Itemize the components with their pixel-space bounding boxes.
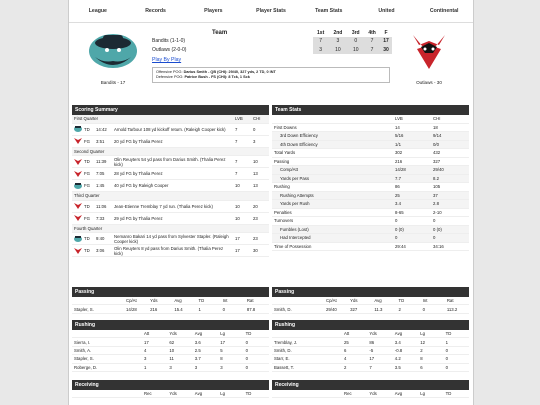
stat-cell: 6 [342,347,367,355]
play-type: FG [84,138,90,144]
passing-left-panel [72,287,269,314]
stat-chi: 34:16 [433,243,444,249]
stat-cell: 29/40 [324,305,348,313]
team-stat-row [272,209,469,218]
pog-def-text[interactable]: Patrice Bush - FS (CHI): 8 Tck, 1 Sck [184,74,250,79]
rushing-col-header: Att [142,330,167,338]
play-time: 3:06 [96,248,105,253]
play-type: TD [84,248,90,253]
receiving-col-header: Lg [218,390,243,398]
bandits-icon [74,236,82,242]
passing-col-header: Yds [348,297,372,305]
team-stat-row [272,158,469,167]
outlaws-icon [74,203,82,209]
stat-chi: 0 [433,218,436,224]
play-type: TD [84,236,90,241]
team-stats-header [272,115,469,124]
rushing-col-header: Lg [418,330,443,338]
receiving-col-header: Lg [418,390,443,398]
receiving-right-panel [272,380,469,398]
stat-label: Had Intercepted [280,235,311,241]
outlaws-icon [74,215,82,221]
score-chi: 13 [253,183,258,188]
play-time: 1:45 [96,183,105,188]
outlaws-icon [74,248,82,254]
stat-cell: 3 [218,364,243,372]
sb-team-name[interactable]: Outlaws (2-0-0) [152,46,187,53]
bandits-icon [74,126,82,132]
stat-cell: 86 [367,338,392,346]
passing-col-header: Rat [245,297,269,305]
player-name[interactable]: Smith, A. [72,347,142,355]
sb-h-4th: 4th [368,30,376,36]
scoring-play [72,168,269,180]
stat-label: Yards per Rush [280,201,310,207]
stat-cell: 3.7 [193,355,218,363]
stat-cell: 2.5 [193,347,218,355]
team-stat-row [272,217,469,226]
quarter-label: Third Quarter [74,193,100,199]
stat-label: Yards per Pass [280,175,310,181]
stat-cell: 6 [418,364,443,372]
passing-title: Passing [72,287,269,297]
col-chi: CHI [253,116,261,122]
outlaws-icon [74,138,82,144]
stat-label: Penalties [274,209,292,215]
stat-cell: 1 [142,364,167,372]
team-stat-row [272,192,469,201]
outlaws-icon [74,159,82,165]
stat-cell: 12 [418,338,443,346]
player-name[interactable]: Bassett, T. [272,364,342,372]
receiving-title: Receiving [72,380,269,390]
score-lvb: 7 [235,126,238,132]
sb-h-3rd: 3rd [351,30,360,36]
team-stat-row [272,124,469,133]
stat-cell: 0 [221,305,245,313]
stat-lvb: 5/16 [395,133,404,139]
receiving-col-header: Yds [167,390,192,398]
sb-q4: 7 [364,45,380,53]
stat-cell: 2 [342,364,367,372]
bandits-icon [74,183,82,189]
receiving-left-panel [72,380,269,398]
stat-cell: 3 [167,364,192,372]
stat-chi: 8.2 [433,175,439,181]
stat-chi: 2-10 [433,209,442,215]
stat-cell: 62 [167,338,192,346]
nav-united[interactable]: United [378,8,395,14]
stat-cell: 0 [244,347,269,355]
stat-cell: -0.8 [393,347,418,355]
score-chi: 0 [253,126,256,132]
scoring-summary-title: Scoring Summary [72,105,269,115]
play-time: 11:06 [96,203,107,209]
player-name[interactable]: Smith, D. [272,305,324,313]
score-chi: 3 [253,138,256,144]
stat-cell: 216 [148,305,172,313]
stat-cell: 1 [444,338,469,346]
stat-cell: 0 [244,364,269,372]
stat-label: Fumbles (Lost) [280,226,309,232]
stat-cell: 11 [167,355,192,363]
play-desc: Jean-Etienne Tremblay 7 yd run. (Thalia Perez kick) [114,203,213,209]
team-stat-row [272,141,469,150]
pog-off-label: Offensive POG: [156,69,183,74]
passing-col-header: Cp/At [124,297,148,305]
passing-col-header: Yds [148,297,172,305]
play-desc: 28 yd FG by Thalia Perez [114,171,163,176]
stat-cell: 3.4 [393,338,418,346]
stat-cell: 87.8 [245,305,269,313]
rushing-col-header [272,330,342,338]
team-stats-panel [272,105,469,251]
scoring-play [72,201,269,213]
play-desc: 20 yd FG by Thalia Perez [114,138,163,144]
stat-cell: 10 [167,347,192,355]
player-name[interactable]: Stapler, S. [72,355,142,363]
score-lvb: 10 [235,203,240,209]
outlaws-logo[interactable] [399,29,459,85]
scoring-play [72,213,269,225]
team-stats-title: Team Stats [272,105,469,115]
play-time: 7:05 [96,171,105,176]
play-time: 7:33 [96,215,105,221]
scoring-play [72,245,269,257]
stat-cell: 4 [142,347,167,355]
passing-col-header: Avg [372,297,396,305]
stat-label: 3rd Down Efficiency [280,133,318,139]
receiving-col-header: Yds [367,390,392,398]
quarter-label: First Quarter [74,116,99,122]
stat-cell: 0 [444,355,469,363]
game-header [69,23,473,101]
sb-row-outlaws [152,45,392,53]
col-lvb: LVB [235,116,243,122]
stat-cell: 17 [218,338,243,346]
player-name[interactable]: Starr, E. [272,355,342,363]
col-lvb: LVB [395,116,403,122]
play-time: 14:42 [96,126,107,132]
play-desc: 29 yd FG by Thalia Perez [114,215,163,221]
stat-cell: -5 [367,347,392,355]
score-chi: 20 [253,203,258,209]
scoring-play [72,156,269,168]
stat-chi: 29/40 [433,167,444,173]
team-stat-row [272,183,469,192]
team-stat-row [272,132,469,141]
stat-cell: 7 [367,364,392,372]
receiving-col-header [272,390,342,398]
receiving-col-header: Rec [142,390,167,398]
stat-cell: 3.6 [193,338,218,346]
stat-cell: 113.2 [445,305,469,313]
player-name[interactable]: Sierra, I. [72,338,142,346]
rushing-col-header: TD [444,330,469,338]
stat-chi: 37 [433,192,438,198]
quarter-header [72,225,269,234]
sb-q1: 3 [313,45,328,53]
rushing-left-panel [72,320,269,372]
stat-chi: 9/14 [433,133,442,139]
sb-q1: 7 [313,37,328,45]
scoring-play [72,180,269,192]
players-of-game [152,67,390,83]
stat-cell: 17 [142,338,167,346]
team-stat-row [272,166,469,175]
stat-chi: 2.8 [433,201,439,207]
receiving-col-header: TD [444,390,469,398]
nav-player-stats[interactable]: Player Stats [256,8,286,14]
score-lvb: 7 [235,138,238,144]
score-chi: 10 [253,159,258,164]
play-type: FG [84,183,90,188]
stat-cell: 25 [342,338,367,346]
stat-lvb: 0 (0) [395,226,404,232]
box-score-page [68,0,474,405]
sb-q4: 7 [364,37,380,45]
pog-off-text[interactable]: Darius Smith - QB (CHI): 29/40, 327 yds, 2 TD, 0 INT [183,69,276,74]
scoring-play [72,233,269,245]
stat-lvb: 1/1 [395,141,401,147]
score-lvb: 7 [235,171,238,176]
stat-lvb: 25 [395,192,400,198]
stat-chi: 0 (0) [433,226,442,232]
stat-label: 4th Down Efficiency [280,141,318,147]
passing-col-header: Int [221,297,245,305]
sb-row-bandits [152,37,392,45]
play-type: TD [84,203,90,209]
stat-chi: 432 [433,150,441,156]
rushing-right-panel [272,320,469,372]
play-desc: Arnold Tarbour 108 yd kickoff return. (Raleigh Cooper kick) [114,126,226,132]
nav-team-stats[interactable]: Team Stats [315,8,343,14]
stat-label: First Downs [274,124,297,130]
receiving-col-header: Rec [342,390,367,398]
sb-q2: 10 [328,45,347,53]
stat-cell: 1 [196,305,220,313]
player-name[interactable]: Smith, D. [272,347,342,355]
nav-continental[interactable]: Continental [429,8,459,14]
rushing-title: Rushing [272,320,469,330]
rushing-col-header: TD [244,330,269,338]
play-time: 3:51 [96,138,105,144]
scoring-play [72,124,269,136]
score-lvb: 10 [235,215,240,221]
nav-players[interactable]: Players [204,8,223,14]
player-name[interactable]: Roberge, D. [72,364,142,372]
stat-cell: 0 [421,305,445,313]
play-by-play-link[interactable]: Play By Play [152,56,182,63]
play-desc: Olin Reuyters 54 yd pass from Darius Smith. (Thalia Perez kick) [114,156,226,167]
quarter-label: Second Quarter [74,148,105,154]
stat-label: Total Yards [274,150,296,156]
stat-lvb: 0 [395,218,398,224]
stat-cell: 2 [418,347,443,355]
stat-cell: 3.5 [393,364,418,372]
quarter-header [72,192,269,201]
stat-cell: 3 [142,355,167,363]
stat-lvb: 14 [395,124,400,130]
quarter-header [72,148,269,157]
sb-q3: 0 [347,37,364,45]
play-type: TD [84,126,90,132]
score-chi: 30 [253,248,258,253]
sb-h-2nd: 2nd [333,30,343,36]
score-lvb: 10 [235,183,240,188]
sb-final: 17 [380,37,392,45]
sb-q2: 3 [328,37,347,45]
stat-chi: 105 [433,184,441,190]
outlaws-caption: Outlaws - 30 [416,80,442,85]
stat-lvb: 29:44 [395,243,406,249]
play-desc: Nemanro Bakari 14 yd pass from Sylvester Stapler. (Raleigh Cooper kick) [114,233,229,244]
sb-h-1st: 1st [317,30,325,36]
bandits-logo[interactable] [83,29,143,85]
passing-title: Passing [272,287,469,297]
passing-col-header: TD [396,297,420,305]
rushing-col-header: Lg [218,330,243,338]
stat-cell: 14/28 [124,305,148,313]
stat-cell: 0 [244,338,269,346]
stat-cell: 0 [444,364,469,372]
player-name[interactable]: Stapler, S. [72,305,124,313]
rushing-col-header: Avg [393,330,418,338]
stat-chi: 327 [433,158,441,164]
stat-cell: 0 [244,355,269,363]
stat-lvb: 302 [395,150,403,156]
scoreboard [152,29,392,83]
stat-lvb: 0 [395,235,398,241]
bandits-caption: Bandits - 17 [100,80,126,85]
play-time: 9:40 [96,236,105,241]
receiving-col-header: Avg [393,390,418,398]
nav-records[interactable]: Records [145,8,166,14]
stat-cell: 8 [418,355,443,363]
passing-col-header: Cp/At [324,297,348,305]
play-type: FG [84,215,90,221]
receiving-title: Receiving [272,380,469,390]
stat-chi: 0 [433,235,436,241]
stat-lvb: 14/28 [395,167,406,173]
stat-cell: 2 [396,305,420,313]
stat-label: Time of Possession [274,243,312,249]
team-stat-row [272,234,469,243]
passing-col-header: TD [196,297,220,305]
col-chi: CHI [433,116,441,122]
player-name[interactable]: Tremblay, J. [272,338,342,346]
team-stat-row [272,149,469,158]
stat-cell: 4.2 [393,355,418,363]
stat-label: Comp/Att [280,167,298,173]
rushing-title: Rushing [72,320,269,330]
stat-cell: 3 [193,364,218,372]
play-type: FG [84,171,90,176]
rushing-col-header: Yds [167,330,192,338]
stat-chi: 18 [433,124,438,130]
play-desc: 40 yd FG by Raleigh Cooper [114,183,169,188]
rushing-col-header [72,330,142,338]
team-stat-row [272,243,469,252]
play-type: TD [84,159,90,164]
sb-h-team: Team [212,30,228,36]
score-lvb: 17 [235,236,240,241]
outlaws-icon [74,171,82,177]
receiving-col-header: Avg [193,390,218,398]
team-stat-row [272,226,469,235]
play-desc: Olin Reuyters 8 yd pass from Darius Smith. (Thalia Perez kick) [114,245,224,256]
rushing-col-header: Att [342,330,367,338]
passing-col-header: Avg [172,297,196,305]
stat-lvb: 3.4 [395,201,401,207]
passing-col-header: Rat [445,297,469,305]
stat-label: Rushing [274,184,290,190]
stat-cell: 17 [367,355,392,363]
stat-lvb: 7.7 [395,175,401,181]
stat-label: Passing [274,158,290,164]
passing-col-header [272,297,324,305]
rushing-col-header: Avg [193,330,218,338]
stat-cell: 4 [342,355,367,363]
stat-cell: 15.4 [172,305,196,313]
top-nav [69,0,473,23]
quarter-label: Fourth Quarter [74,225,103,231]
score-lvb: 17 [235,248,240,253]
stat-cell: 0 [444,347,469,355]
receiving-col-header [72,390,142,398]
pog-def-label: Defensive POG: [156,74,184,79]
scoring-summary-panel [72,105,269,257]
passing-col-header [72,297,124,305]
stat-lvb: 216 [395,158,403,164]
stat-cell: 327 [348,305,372,313]
passing-col-header: Int [421,297,445,305]
stat-label: Rushing Attempts [280,192,314,198]
scoring-play [72,136,269,148]
sb-h-final: F [384,30,388,36]
stat-cell: 11.3 [372,305,396,313]
stat-lvb: 86 [395,184,400,190]
score-chi: 23 [253,236,258,241]
stat-label: Turnovers [274,218,294,224]
sb-final: 30 [380,45,392,53]
stat-cell: 5 [218,347,243,355]
score-lvb: 7 [235,159,238,164]
receiving-col-header: TD [244,390,269,398]
stat-lvb: 8-65 [395,209,404,215]
sb-team-name[interactable]: Bandits (1-1-0) [152,38,186,45]
quarter-header [72,115,269,124]
nav-league[interactable]: League [88,8,107,14]
passing-right-panel [272,287,469,314]
stat-cell: 8 [218,355,243,363]
team-stat-row [272,200,469,209]
team-stat-row [272,175,469,184]
play-time: 11:39 [96,159,107,164]
rushing-col-header: Yds [367,330,392,338]
score-chi: 13 [253,171,258,176]
stat-chi: 0/0 [433,141,439,147]
score-chi: 23 [253,215,258,221]
sb-q3: 10 [347,45,364,53]
